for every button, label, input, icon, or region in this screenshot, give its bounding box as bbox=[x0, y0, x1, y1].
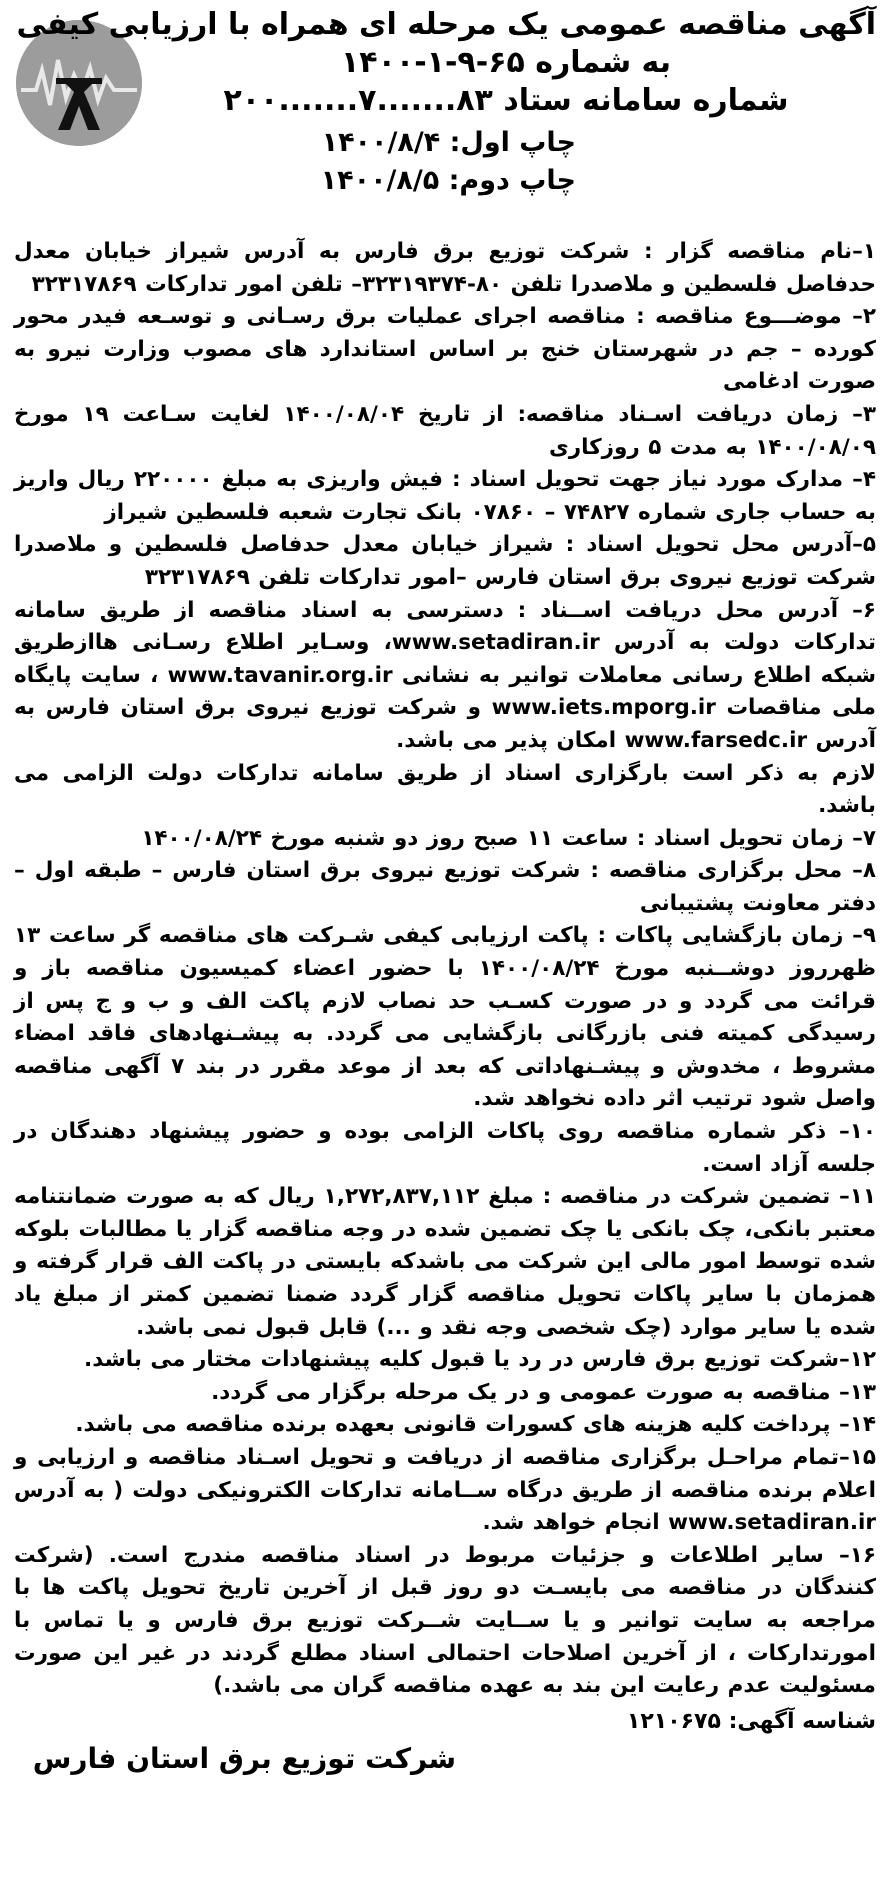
notice-title-block bbox=[16, 6, 876, 120]
clause-16: ۱۶– سایر اطلاعات و جزئیات مربوط در اسناد مناقصه مندرج است. (شرکت کنندگان در مناقصه می بایسـت دو روز قبل از آخرین تاریخ تحویل پاکت ها با مراجعه به سایت توانیر و یا ســایت شــرکت توزیع برق فارس و یا تماس با امورتدارکات ، از آخرین اصلاحات احتمالی اسناد مطلع گردند در غیر این صورت مسئولیت عدم رعایت این بند به عهده مناقصه گران می باشد.) bbox=[14, 1542, 876, 1699]
clause-10: ۱۰– ذکر شماره مناقصه روی پاکات الزامی بوده و حضور پیشنهاد دهندگان در جلسه آزاد است. bbox=[14, 1119, 876, 1177]
setad-number: شماره سامانه ستاد ۸۳.......۷.......۲۰۰ bbox=[223, 83, 789, 118]
clause-13: ۱۳– مناقصه به صورت عمومی و در یک مرحله برگزار می گردد. bbox=[211, 1379, 876, 1405]
notice-header bbox=[14, 6, 876, 236]
clause-2: ۲– موضـــوع مناقصه : مناقصه اجرای عملیات برق رسـانی و توسـعه فیدر محور کورده – جم در شهرستان خنج بر اساس استاندارد های مصوب وزارت نیرو به صورت ادغامی bbox=[14, 304, 876, 395]
notice-title: آگهی مناقصه عمومی یک مرحله ای همراه با ارزیابی کیفی bbox=[16, 7, 876, 42]
clause-12: ۱۲–شرکت توزیع برق فارس در رد یا قبول کلیه پیشنهادات مختار می باشد. bbox=[84, 1347, 876, 1373]
notice-body bbox=[14, 236, 876, 1703]
company-signature: شرکت توزیع برق استان فارس bbox=[32, 1741, 456, 1775]
clause-3: ۳– زمان دریافت اسـناد مناقصه: از تاریخ ۱۴۰۰/۰۸/۰۴ لغایت سـاعت ۱۹ مورخ ۱۴۰۰/۰۸/۰۹ به مدت ۵ روزکاری bbox=[14, 401, 877, 460]
print-dates bbox=[321, 124, 576, 200]
print-first-date: چاپ اول: ۱۴۰۰/۸/۴ bbox=[321, 127, 576, 158]
clause-7: ۷– زمان تحویل اسناد : ساعت ۱۱ صبح روز دو شنبه مورخ ۱۴۰۰/۰۸/۲۴ bbox=[141, 825, 876, 851]
clause-14: ۱۴– پرداخت کلیه هزینه های کسورات قانونی بعهده برنده مناقصه می باشد. bbox=[75, 1412, 876, 1438]
clause-9: ۹– زمان بازگشایی پاکات : پاکت ارزیابی کیفی شـرکت های مناقصه گر ساعت ۱۳ ظهرروز دوشــنبه مورخ ۱۴۰۰/۰۸/۲۴ با حضور اعضاء کمیسیون مناقصه باز و قرائت می گردد و در صورت کسـب حد نصاب لازم پاکت الف و ب و ج پس از رسیدگی کمیته فنی بازرگانی بازگشایی می گردد. به پیشـنهادهای فاقد امضاء مشروط ، مخدوش و پیشـنهاداتی که بعد از موعد مقرر در بند ۷ آگهی مناقصه واصل شود ترتیب اثر داده نخواهد شد. bbox=[14, 923, 876, 1112]
notice-number: به شماره ۶۵-۹-۱-۱۴۰۰ bbox=[340, 45, 672, 80]
ad-id: شناسه آگهی: ۱۲۱۰۶۷۵ bbox=[626, 1708, 876, 1734]
clause-11: ۱۱– تضمین شرکت در مناقصه : مبلغ ۱,۲۷۲,۸۳۷,۱۱۲ ریال که به صورت ضمانتنامه معتبر بانکی، چک بانکی یا چک تضمین شده در وجه مناقصه گزار یا مطالبات بلوکه شده توسط امور مالی این شرکت می باشدکه بایستی در پاکت الف قرار گرفته و همزمان با سایر پاکات تحویل مناقصه گزار گردد ضمنا تضمین کمتر از مبلغ یاد شده یا سایر موارد (چک شخصی وجه نقد و ...) قابل قبول نمی باشد. bbox=[14, 1184, 876, 1340]
clause-5: ۵–آدرس محل تحویل اسناد : شیراز خیابان معدل حدفاصل فلسطین و ملاصدرا شرکت توزیع نیروی برق استان فارس –امور تدارکات تلفن ۳۲۳۱۷۸۶۹ bbox=[14, 532, 876, 590]
clause-6: ۶– آدرس محل دریافت اســناد : دسترسی به اسناد مناقصه از طریق سامانه تدارکات دولت به آدرس www.setadiran.ir، وسـایر اطلاع رسـانی هاازطریق شبکه اطلاع رسانی معاملات توانیر به نشانی www.tavanir.org.ir ، سایت پایگاه ملی مناقصات www.iets.mporg.ir و شرکت توزیع نیروی برق استان فارس به آدرس www.farsedc.ir امکان پذیر می باشد. bbox=[14, 597, 876, 753]
clause-6-note: لازم به ذکر است بارگزاری اسناد از طریق سامانه تدارکات دولت الزامی می باشد. bbox=[14, 760, 876, 819]
clause-15: ۱۵–تمام مراحـل برگزاری مناقصه از دریافت و تحویل اسـناد مناقصه و ارزیابی و اعلام برنده مناقصه از طریق درگاه ســامانه تدارکات الکترونیکی دولت ( به آدرس www.setadiran.ir انجام خواهد شد. bbox=[14, 1444, 876, 1536]
clause-4: ۴– مدارک مورد نیاز جهت تحویل اسناد : فیش واریزی به مبلغ ۲۲۰۰۰۰ ریال واریز به حساب جاری شماره ۷۴۸۲۷ – ۰۷۸۶۰ بانک تجارت شعبه فلسطین شیراز bbox=[14, 467, 876, 525]
notice-footer bbox=[14, 1705, 876, 1779]
clause-8: ۸– محل برگزاری مناقصه : شرکت توزیع نیروی برق استان فارس – طبقه اول – دفتر معاونت پشتیبانی bbox=[14, 858, 876, 916]
clause-1: ۱–نام مناقصه گزار : شرکت توزیع برق فارس به آدرس شیراز خیابان معدل حدفاصل فلسطین و ملاصدرا تلفن ۸۰-۳۲۳۱۹۳۷۴– تلفن امور تدارکات ۳۲۳۱۷۸۶۹ bbox=[14, 239, 876, 297]
print-second-date: چاپ دوم: ۱۴۰۰/۸/۵ bbox=[320, 165, 576, 196]
